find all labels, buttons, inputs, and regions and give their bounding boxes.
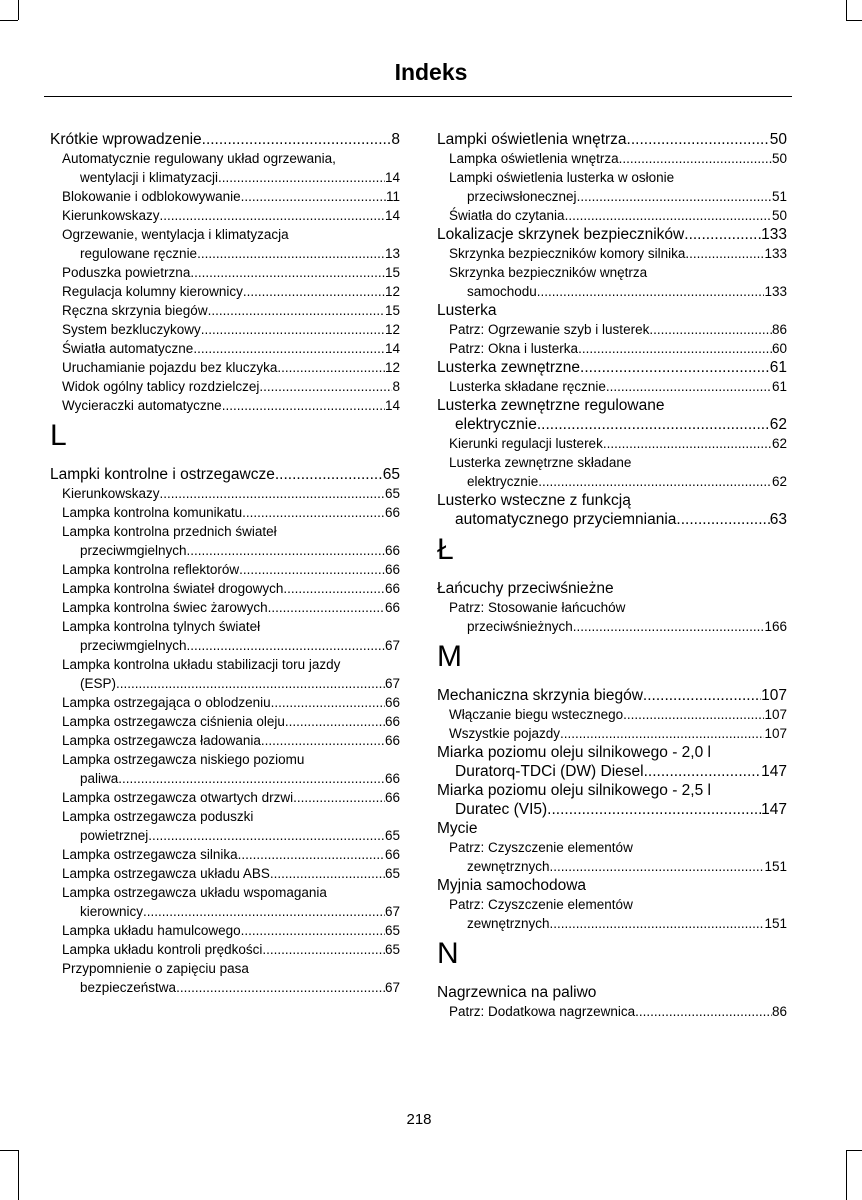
- dot-leader: [262, 940, 385, 959]
- dot-leader: [644, 762, 762, 781]
- index-subentry[interactable]: [50, 598, 400, 617]
- dot-leader: [271, 693, 385, 712]
- dot-leader: [160, 206, 385, 225]
- entry-label: Kierunki regulacji lusterek: [449, 436, 603, 451]
- index-subheading: Lusterka zewnętrzne składane: [449, 455, 632, 470]
- entry-label: Duratec (VI5): [455, 801, 548, 818]
- entry-page-number: 65: [384, 866, 400, 881]
- entry-label: Skrzynka bezpieczników komory silnika: [449, 246, 686, 261]
- index-entry[interactable]: [437, 762, 787, 781]
- entry-label: bezpieczeństwa: [80, 980, 177, 995]
- entry-label: Włączanie biegu wstecznego: [449, 707, 624, 722]
- index-heading: Lusterka: [437, 302, 497, 319]
- entry-page-number: 66: [384, 847, 400, 862]
- entry-label: Lampki oświetlenia wnętrza: [437, 131, 627, 148]
- entry-label: zewnętrznych: [467, 859, 550, 874]
- dot-leader: [201, 320, 385, 339]
- index-heading: Myjnia samochodowa: [437, 877, 587, 894]
- entry-label: przeciwmgielnych: [80, 543, 187, 558]
- index-subheading: Lampka kontrolna tylnych świateł: [62, 619, 261, 634]
- entry-page-number: 147: [761, 801, 787, 818]
- dot-leader: [283, 579, 385, 598]
- entry-page-number: 15: [384, 265, 400, 280]
- dot-leader: [676, 510, 769, 529]
- entry-page-number: 50: [771, 151, 787, 166]
- entry-label: przeciwsłonecznej: [467, 189, 577, 204]
- index-subentry[interactable]: [437, 320, 787, 339]
- entry-label: Lusterka składane ręcznie: [449, 379, 606, 394]
- entry-label: Ręczna skrzynia biegów: [62, 303, 208, 318]
- crop-mark-top-left-v: [18, 0, 19, 20]
- dot-leader: [218, 168, 385, 187]
- index-subheading: Lampki oświetlenia lusterka w osłonie: [449, 170, 675, 185]
- index-subentry[interactable]: [437, 282, 787, 301]
- entry-page-number: 12: [384, 360, 400, 375]
- entry-page-number: 14: [384, 398, 400, 413]
- index-subentry[interactable]: [50, 769, 400, 788]
- dot-leader: [197, 244, 385, 263]
- dot-leader: [538, 472, 772, 491]
- dot-leader: [577, 187, 772, 206]
- index-entry[interactable]: [50, 465, 400, 484]
- entry-page-number: 13: [384, 246, 400, 261]
- entry-label: Duratorq-TDCi (DW) Diesel: [455, 763, 644, 780]
- index-entry[interactable]: [437, 130, 787, 149]
- entry-label: automatycznego przyciemniania: [455, 511, 677, 528]
- dot-leader: [268, 598, 385, 617]
- index-entry[interactable]: [50, 130, 400, 149]
- dot-leader: [275, 465, 383, 484]
- entry-page-number: 11: [385, 189, 400, 204]
- index-letter-heading: Ł: [437, 533, 454, 566]
- index-subentry[interactable]: [50, 358, 400, 377]
- index-subentry[interactable]: [50, 636, 400, 655]
- index-subentry[interactable]: [50, 263, 400, 282]
- entry-label: Światła automatyczne: [62, 341, 194, 356]
- crop-mark-bottom-right-v: [846, 1150, 847, 1200]
- index-subheading: Patrz: Czyszczenie elementów: [449, 897, 633, 912]
- index-letter-heading: N: [437, 937, 459, 970]
- entry-label: elektrycznie: [467, 474, 539, 489]
- index-heading: Nagrzewnica na paliwo: [437, 984, 597, 1001]
- dot-leader: [573, 617, 765, 636]
- index-subentry[interactable]: [50, 712, 400, 731]
- dot-leader: [241, 921, 385, 940]
- index-entry[interactable]: [437, 358, 787, 377]
- entry-label: Wycieraczki automatyczne: [62, 398, 222, 413]
- entry-page-number: 14: [384, 208, 400, 223]
- entry-label: elektrycznie: [455, 416, 537, 433]
- entry-page-number: 65: [382, 466, 400, 483]
- dot-leader: [187, 541, 385, 560]
- entry-label: zewnętrznych: [467, 916, 550, 931]
- index-subentry[interactable]: [437, 857, 787, 876]
- page-title: Indeks: [394, 59, 468, 85]
- index-subentry[interactable]: [437, 244, 787, 263]
- index-subheading: Patrz: Stosowanie łańcuchów: [449, 600, 626, 615]
- dot-leader: [259, 377, 392, 396]
- entry-label: regulowane ręcznie: [80, 246, 198, 261]
- entry-page-number: 66: [384, 600, 400, 615]
- entry-label: samochodu: [467, 284, 537, 299]
- dot-leader: [285, 712, 385, 731]
- index-subheading: Lampka kontrolna przednich świateł: [62, 524, 277, 539]
- index-subheading: Lampka ostrzegawcza niskiego poziomu: [62, 752, 305, 767]
- crop-mark-top-left-h: [0, 20, 18, 21]
- index-subentry[interactable]: [437, 914, 787, 933]
- crop-mark-top-right-v: [846, 0, 847, 20]
- entry-page-number: 66: [384, 695, 400, 710]
- dot-leader: [627, 130, 770, 149]
- entry-page-number: 133: [764, 284, 787, 299]
- dot-leader: [603, 434, 772, 453]
- dot-leader: [193, 339, 385, 358]
- entry-label: Lampka ostrzegawcza ładowania: [62, 733, 261, 748]
- entry-page-number: 147: [761, 763, 787, 780]
- index-subheading: Lampka ostrzegawcza poduszki: [62, 809, 254, 824]
- dot-leader: [242, 503, 385, 522]
- entry-page-number: 50: [769, 131, 787, 148]
- index-subentry[interactable]: [437, 724, 787, 743]
- dot-leader: [560, 724, 764, 743]
- index-entry[interactable]: [437, 510, 787, 529]
- dot-leader: [190, 263, 385, 282]
- entry-page-number: 67: [384, 904, 400, 919]
- page-number: 218: [406, 1111, 432, 1128]
- entry-page-number: 60: [771, 341, 787, 356]
- dot-leader: [277, 358, 385, 377]
- entry-label: Uruchamianie pojazdu bez kluczyka: [62, 360, 278, 375]
- index-subentry[interactable]: [50, 206, 400, 225]
- entry-label: Blokowanie i odblokowywanie: [62, 189, 241, 204]
- dot-leader: [202, 130, 392, 149]
- dot-leader: [537, 282, 765, 301]
- index-subentry[interactable]: [50, 541, 400, 560]
- index-subentry[interactable]: [437, 1002, 787, 1021]
- crop-mark-top-right-h: [846, 20, 862, 21]
- entry-page-number: 86: [771, 1004, 787, 1019]
- index-subentry[interactable]: [50, 560, 400, 579]
- entry-page-number: 66: [384, 543, 400, 558]
- entry-label: Patrz: Okna i lusterka: [449, 341, 579, 356]
- dot-leader: [261, 731, 385, 750]
- index-subentry[interactable]: [50, 864, 400, 883]
- entry-page-number: 62: [771, 436, 787, 451]
- entry-label: System bezkluczykowy: [62, 322, 201, 337]
- entry-label: Lampka układu kontroli prędkości: [62, 942, 263, 957]
- entry-page-number: 65: [384, 486, 400, 501]
- entry-label: Lampka ostrzegająca o oblodzeniu: [62, 695, 271, 710]
- index-entry[interactable]: [437, 415, 787, 434]
- dot-leader: [537, 415, 770, 434]
- index-column-left: [50, 130, 400, 997]
- dot-leader: [176, 978, 385, 997]
- entry-label: Lampka kontrolna reflektorów: [62, 562, 240, 577]
- entry-page-number: 50: [771, 208, 787, 223]
- dot-leader: [241, 187, 386, 206]
- index-subentry[interactable]: [50, 301, 400, 320]
- index-heading: Mycie: [437, 820, 478, 837]
- index-subentry[interactable]: [50, 503, 400, 522]
- index-subentry[interactable]: [50, 921, 400, 940]
- entry-label: Wszystkie pojazdy: [449, 726, 561, 741]
- index-subentry[interactable]: [50, 788, 400, 807]
- dot-leader: [550, 857, 765, 876]
- index-heading: Miarka poziomu oleju silnikowego - 2,5 l: [437, 782, 711, 799]
- entry-page-number: 133: [764, 246, 787, 261]
- entry-label: przeciwmgielnych: [80, 638, 187, 653]
- entry-label: Lampki kontrolne i ostrzegawcze: [50, 466, 275, 483]
- entry-page-number: 86: [771, 322, 787, 337]
- entry-label: Lokalizacje skrzynek bezpieczników: [437, 226, 685, 243]
- entry-label: paliwa: [80, 771, 119, 786]
- dot-leader: [222, 396, 385, 415]
- entry-page-number: 133: [761, 226, 787, 243]
- entry-page-number: 151: [764, 859, 787, 874]
- dot-leader: [643, 686, 761, 705]
- dot-leader: [238, 845, 385, 864]
- index-letter-heading: L: [50, 419, 67, 452]
- entry-label: Poduszka powietrzna: [62, 265, 191, 280]
- dot-leader: [293, 788, 385, 807]
- index-subentry[interactable]: [50, 731, 400, 750]
- entry-page-number: 66: [384, 790, 400, 805]
- entry-label: Kierunkowskazy: [62, 486, 160, 501]
- dot-leader: [580, 358, 770, 377]
- index-heading: Lusterka zewnętrzne regulowane: [437, 397, 665, 414]
- dot-leader: [635, 1002, 772, 1021]
- entry-page-number: 61: [769, 359, 787, 376]
- index-heading: Łańcuchy przeciwśnieżne: [437, 580, 614, 597]
- dot-leader: [565, 206, 772, 225]
- dot-leader: [160, 484, 385, 503]
- index-subentry[interactable]: [437, 617, 787, 636]
- index-column-right: [437, 130, 787, 1021]
- index-subentry[interactable]: [50, 282, 400, 301]
- index-letter-heading: M: [437, 640, 462, 673]
- index-subentry[interactable]: [50, 339, 400, 358]
- index-subheading: Przypomnienie o zapięciu pasa: [62, 961, 249, 976]
- entry-label: Regulacja kolumny kierownicy: [62, 284, 243, 299]
- entry-page-number: 62: [769, 416, 787, 433]
- entry-page-number: 65: [384, 828, 400, 843]
- index-subentry[interactable]: [50, 396, 400, 415]
- entry-label: Lampka ostrzegawcza otwartych drzwi: [62, 790, 294, 805]
- dot-leader: [270, 864, 385, 883]
- entry-page-number: 65: [384, 942, 400, 957]
- entry-page-number: 107: [764, 726, 787, 741]
- dot-leader: [116, 674, 385, 693]
- entry-label: przeciwśnieżnych: [467, 619, 573, 634]
- entry-label: Lusterka zewnętrzne: [437, 359, 581, 376]
- index-subentry[interactable]: [50, 940, 400, 959]
- entry-page-number: 63: [769, 511, 787, 528]
- entry-label: kierownicy: [80, 904, 144, 919]
- entry-page-number: 66: [384, 771, 400, 786]
- entry-label: Lampka oświetlenia wnętrza: [449, 151, 619, 166]
- dot-leader: [606, 377, 772, 396]
- entry-label: Lampka ostrzegawcza ciśnienia oleju: [62, 714, 285, 729]
- index-subentry[interactable]: [437, 472, 787, 491]
- index-subentry[interactable]: [50, 693, 400, 712]
- entry-label: Światła do czytania: [449, 208, 565, 223]
- index-subheading: Patrz: Czyszczenie elementów: [449, 840, 633, 855]
- dot-leader: [623, 705, 764, 724]
- entry-label: (ESP): [80, 676, 117, 691]
- entry-page-number: 14: [384, 341, 400, 356]
- entry-label: Mechaniczna skrzynia biegów: [437, 687, 643, 704]
- entry-page-number: 151: [764, 916, 787, 931]
- entry-page-number: 66: [384, 505, 400, 520]
- dot-leader: [547, 800, 761, 819]
- entry-page-number: 107: [764, 707, 787, 722]
- entry-page-number: 65: [384, 923, 400, 938]
- entry-page-number: 66: [384, 714, 400, 729]
- entry-page-number: 8: [392, 379, 400, 394]
- entry-label: Lampka kontrolna komunikatu: [62, 505, 243, 520]
- index-heading: Miarka poziomu oleju silnikowego - 2,0 l: [437, 744, 711, 761]
- index-subentry[interactable]: [50, 978, 400, 997]
- dot-leader: [649, 320, 772, 339]
- entry-label: powietrznej: [80, 828, 149, 843]
- dot-leader: [143, 902, 385, 921]
- dot-leader: [243, 282, 385, 301]
- index-subentry[interactable]: [50, 826, 400, 845]
- entry-page-number: 51: [771, 189, 787, 204]
- index-subentry[interactable]: [50, 168, 400, 187]
- entry-label: Lampka ostrzegawcza silnika: [62, 847, 238, 862]
- index-subentry[interactable]: [437, 434, 787, 453]
- index-subentry[interactable]: [437, 377, 787, 396]
- entry-page-number: 166: [764, 619, 787, 634]
- entry-page-number: 8: [391, 131, 400, 148]
- entry-page-number: 66: [384, 581, 400, 596]
- entry-page-number: 14: [384, 170, 400, 185]
- entry-label: Patrz: Ogrzewanie szyb i lusterek: [449, 322, 650, 337]
- index-entry[interactable]: [437, 686, 787, 705]
- entry-page-number: 12: [384, 322, 400, 337]
- dot-leader: [118, 769, 385, 788]
- index-subheading: Ogrzewanie, wentylacja i klimatyzacja: [62, 227, 289, 242]
- entry-page-number: 67: [384, 980, 400, 995]
- index-subentry[interactable]: [50, 674, 400, 693]
- dot-leader: [550, 914, 765, 933]
- index-subentry[interactable]: [437, 149, 787, 168]
- entry-page-number: 66: [384, 733, 400, 748]
- dot-leader: [239, 560, 385, 579]
- index-subheading: Lampka ostrzegawcza układu wspomagania: [62, 885, 327, 900]
- dot-leader: [578, 339, 772, 358]
- index-subentry[interactable]: [437, 187, 787, 206]
- index-entry[interactable]: [437, 800, 787, 819]
- index-subentry[interactable]: [50, 902, 400, 921]
- entry-page-number: 61: [771, 379, 787, 394]
- entry-label: Lampka kontrolna świateł drogowych: [62, 581, 284, 596]
- index-subentry[interactable]: [50, 244, 400, 263]
- crop-mark-bottom-right-h: [846, 1150, 862, 1151]
- crop-mark-bottom-left-v: [18, 1150, 19, 1200]
- crop-mark-bottom-left-h: [0, 1150, 18, 1151]
- dot-leader: [685, 244, 764, 263]
- index-subentry[interactable]: [50, 484, 400, 503]
- entry-label: wentylacji i klimatyzacji: [80, 170, 219, 185]
- entry-page-number: 62: [771, 474, 787, 489]
- entry-page-number: 107: [761, 687, 787, 704]
- dot-leader: [208, 301, 385, 320]
- entry-page-number: 12: [384, 284, 400, 299]
- index-subentry[interactable]: [437, 339, 787, 358]
- entry-label: Kierunkowskazy: [62, 208, 160, 223]
- dot-leader: [187, 636, 385, 655]
- entry-page-number: 66: [384, 562, 400, 577]
- dot-leader: [619, 149, 772, 168]
- index-subentry[interactable]: [437, 705, 787, 724]
- index-subentry[interactable]: [50, 845, 400, 864]
- entry-page-number: 67: [384, 638, 400, 653]
- entry-label: Lampka układu hamulcowego: [62, 923, 241, 938]
- entry-label: Lampka ostrzegawcza układu ABS: [62, 866, 270, 881]
- index-subentry[interactable]: [50, 187, 400, 206]
- index-heading: Lusterko wsteczne z funkcją: [437, 492, 631, 509]
- index-subentry[interactable]: [50, 320, 400, 339]
- index-subheading: Skrzynka bezpieczników wnętrza: [449, 265, 648, 280]
- dot-leader: [148, 826, 385, 845]
- index-subentry[interactable]: [437, 206, 787, 225]
- title-rule: [44, 96, 792, 97]
- index-subentry[interactable]: [50, 377, 400, 396]
- entry-label: Patrz: Dodatkowa nagrzewnica: [449, 1004, 636, 1019]
- index-subentry[interactable]: [50, 579, 400, 598]
- index-entry[interactable]: [437, 225, 787, 244]
- dot-leader: [684, 225, 761, 244]
- index-subheading: Lampka kontrolna układu stabilizacji toru jazdy: [62, 657, 341, 672]
- entry-page-number: 15: [384, 303, 400, 318]
- entry-page-number: 67: [384, 676, 400, 691]
- entry-label: Lampka kontrolna świec żarowych: [62, 600, 268, 615]
- entry-label: Krótkie wprowadzenie: [50, 131, 202, 148]
- entry-label: Widok ogólny tablicy rozdzielczej: [62, 379, 260, 394]
- index-subheading: Automatycznie regulowany układ ogrzewania,: [62, 151, 336, 166]
